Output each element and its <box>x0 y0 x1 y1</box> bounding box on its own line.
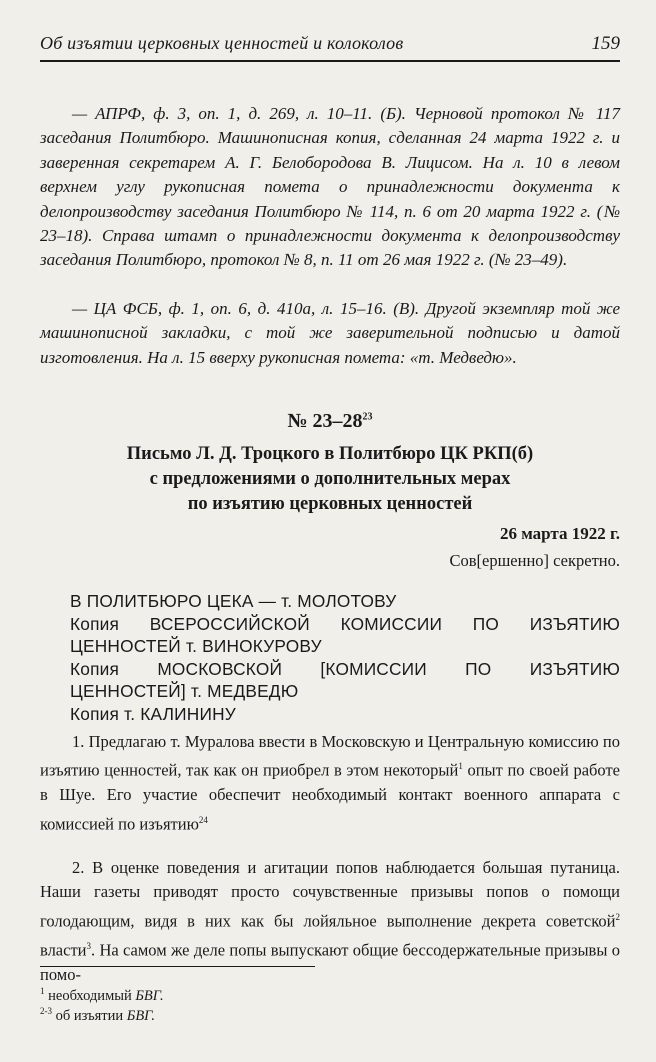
footnote-source: БВГ. <box>135 987 164 1004</box>
addressee-block <box>70 590 620 726</box>
document-number-note: 23 <box>362 411 373 423</box>
paragraph-text: 2. В оценке поведения и агитации попов наблюдается большая путаница. Наши газеты приводят просто сочувственные призывы попов о помощи голодающим, видя в них как бы лойяльное выполнение декрета советской <box>40 858 620 931</box>
document-number-text: № 23–28 <box>287 410 363 432</box>
page-number: 159 <box>591 33 620 54</box>
document-title <box>40 442 620 517</box>
footnote-text: об изъятии <box>52 1007 127 1024</box>
document-title-line: по изъятию церковных ценностей <box>187 494 473 514</box>
footnote-source: БВГ. <box>126 1007 155 1024</box>
document-date: 26 марта 1922 г. <box>499 524 620 543</box>
addressee-line: ЦЕННОСТЕЙ] т. МЕДВЕДЮ <box>70 681 299 702</box>
document-title-line: Письмо Л. Д. Троцкого в Политбюро ЦК РКП(б) <box>126 444 534 464</box>
running-header-title: Об изъятии церковных ценностей и колоколов <box>40 33 404 53</box>
running-header <box>40 30 620 62</box>
footnote-mark: 1 <box>40 986 45 996</box>
footnote-text: необходимый <box>44 987 136 1004</box>
paragraph-text: опыт по своей работе в Шуе. Его участие обеспечит необходимый контакт военного аппарата с комиссией по изъятию <box>40 760 620 834</box>
document-title-line: с предложениями о дополнительных мерах <box>149 469 511 489</box>
addressee-line: В ПОЛИТБЮРО ЦЕКА — т. МОЛОТОВУ <box>70 591 397 611</box>
footnote <box>40 1006 155 1025</box>
footnote <box>40 986 164 1005</box>
paragraph-text: власти <box>40 940 87 960</box>
footnote-ref: 2 <box>615 911 620 922</box>
footnote-mark: 2-3 <box>40 1006 52 1016</box>
letter-paragraph-2 <box>40 856 620 987</box>
document-number <box>40 410 620 433</box>
paragraph-text: 1. Предлагаю т. Муралова ввести в Московскую и Центральную комиссию по изъятию ценностей, так как он приобрел в этом некоторый <box>40 732 620 780</box>
archival-source-note: — АПРФ, ф. 3, оп. 1, д. 269, л. 10–11. (Б). Черновой протокол № 117 заседания Политбюро. Машинописная копия, сделанная 24 марта 1922 г. и заверенная секретарем А. Г. Белобородова В. Лицисом. На л. 10 в левом верхнем углу рукописная помета о принадлежности документа к делопроизводству заседания Политбюро № 114, п. 6 от 20 марта 1922 г. (№ 23–18). Справа штамп о принадлежности документа к делопроизводству заседания Политбюро, протокол № 8, п. 11 от 26 мая 1922 г. (№ 23–49). <box>40 104 620 270</box>
footnote-ref: 3 <box>86 940 91 951</box>
addressee-line: Копия МОСКОВСКОЙ [КОМИССИИ ПО ИЗЪЯТИЮ <box>70 658 620 679</box>
footnote-ref: 1 <box>458 761 463 772</box>
addressee-line: Копия т. КАЛИНИНУ <box>70 703 236 724</box>
addressee-line: Копия ВСЕРОССИЙСКОЙ КОМИССИИ ПО ИЗЪЯТИЮ <box>70 613 620 634</box>
endnote-ref: 24 <box>198 814 208 825</box>
archival-source-note: — ЦА ФСБ, ф. 1, оп. 6, д. 410а, л. 15–16. (В). Другой экземпляр той же машинописной закладки, с той же заверительной подписью и датой изготовления. На л. 15 вверху рукописная помета: «т. Медведю». <box>40 299 620 367</box>
paragraph-text: . На самом же деле попы выпускают общие бессодержательные призывы о помо- <box>40 940 620 984</box>
footnote-divider <box>40 966 315 967</box>
letter-paragraph-1 <box>40 730 620 837</box>
addressee-line: ЦЕННОСТЕЙ т. ВИНОКУРОВУ <box>70 636 322 657</box>
classification-mark: Сов[ершенно] секретно. <box>449 551 620 570</box>
